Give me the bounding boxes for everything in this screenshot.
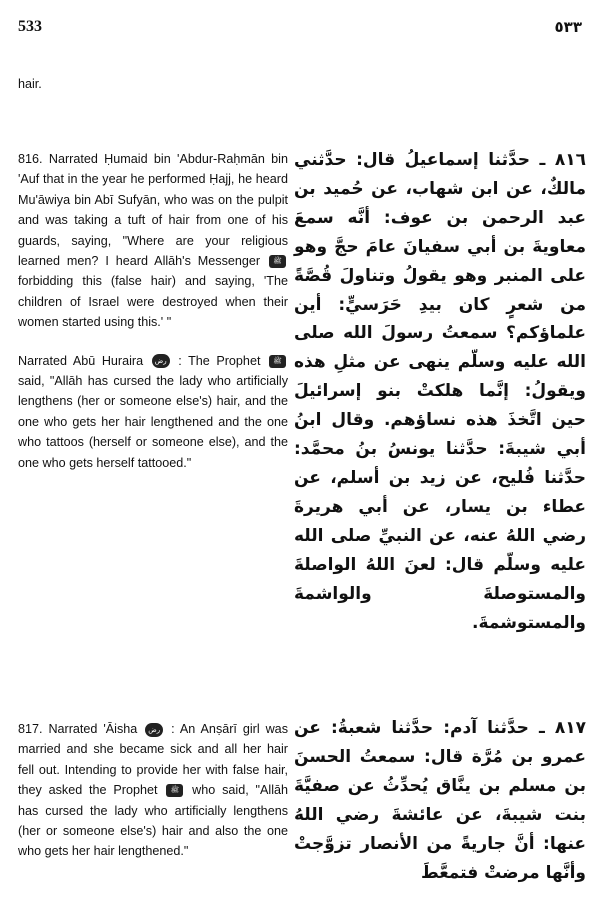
carryover-text: hair.	[18, 77, 42, 91]
narration-2-text-a: Narrated Abū Huraira	[18, 353, 144, 368]
english-hadith-816	[18, 149, 288, 473]
pbuh-icon: ﷺ	[269, 255, 286, 268]
hadith-816-text-a: 816. Narrated Ḥumaid bin 'Abdur-Raḥmān bin 'Auf that in the year he performed Ḥajj, he heard Mu'āwiya bin Abī Sufyān, who was on the pulpit and was taking a tuft of hair from one of his guards, saying, "Where are your religious learned men? I heard Allāh's Messenger	[18, 152, 288, 269]
hadith-817-paragraph	[18, 719, 288, 862]
arabic-hadith-816	[294, 146, 586, 637]
arabic-816-text: ٨١٦ ـ حدَّثنا إسماعيلُ قال: حدَّثني مالكٌ، عن ابن شهاب، عن حُميد بن عبد الرحمن بن عوف: أنَّه سمعَ معاويةَ بن أبي سفيانَ عامَ حجَّ وهو على المنبر وهو يقولُ وتناولَ قُصَّةً من شعرٍ كان بيدِ حَرَسيٍّ: أين علماؤكم؟ سمعتُ رسولَ الله صلى الله عليه وسلّم ينهى عن مثلِ هذه ويقولُ: إنَّما هلكتْ بنو إسرائيلَ حين اتَّخذَ هذه نساؤهم. وقال ابنُ أبي شيبةَ: حدَّثنا يونسُ بنُ محمَّد: حدَّثنا فُليح، عن زيد بن أسلم، عن عطاء بن يسار، عن أبي هريرةَ رضي اللهُ عنه، عن النبيِّ صلى الله عليه وسلّم قال: لعنَ اللهُ الواصلةَ والمستوصلةَ والواشمةَ والمستوشمةَ.	[294, 150, 586, 633]
hadith-816-text-b: forbidding this (false hair) and saying, 'The children of Israel were destroyed when their women started using this.' "	[18, 274, 288, 330]
radiallahu-icon: رض	[145, 723, 163, 737]
narration-2-text-b: : The Prophet	[178, 353, 261, 368]
arabic-817-text: ٨١٧ ـ حدَّثنا آدم: حدَّثنا شعبةُ: عن عمرو بن مُرَّة قال: سمعتُ الحسنَ بن مسلم بن ينَّاق يُحدِّثُ عن صفيَّةَ بنت شيبةَ، عن عائشةَ رضي اللهُ عنها: أنَّ جاريةً من الأنصار تزوَّجتْ وأنَّها مرضتْ فتمعَّطَ	[294, 718, 586, 883]
page-number-left: 533	[18, 18, 42, 35]
hadith-817-text-a: 817. Narrated 'Āisha	[18, 722, 138, 736]
arabic-hadith-817	[294, 714, 586, 887]
hadith-817-text-b: : An Anṣārī girl was married and she became sick and all her hair fell out. Intending to provide her with false hair, they asked the Prophet	[18, 722, 288, 798]
hadith-817-text-c: who said, "Allāh has cursed the lady who artificially lengthens (her or someone else's) hair and also the one who gets her hair lengthened."	[18, 783, 289, 859]
pbuh-icon: ﷺ	[166, 784, 183, 797]
pbuh-icon: ﷺ	[269, 355, 286, 368]
english-carryover	[18, 74, 288, 94]
radiallahu-icon: رض	[152, 354, 170, 368]
hadith-816-paragraph	[18, 149, 288, 333]
page-number-right: ٥٣٣	[554, 18, 582, 36]
hadith-816-second-narration	[18, 351, 288, 473]
narration-2-text-c: said, "Allāh has cursed the lady who artificially lengthens (her or someone else's) hair, and the one who gets her hair lengthened and the one who tattoos (herself or someone else), and the one who gets herself tattooed."	[18, 374, 288, 470]
english-hadith-817	[18, 719, 288, 862]
